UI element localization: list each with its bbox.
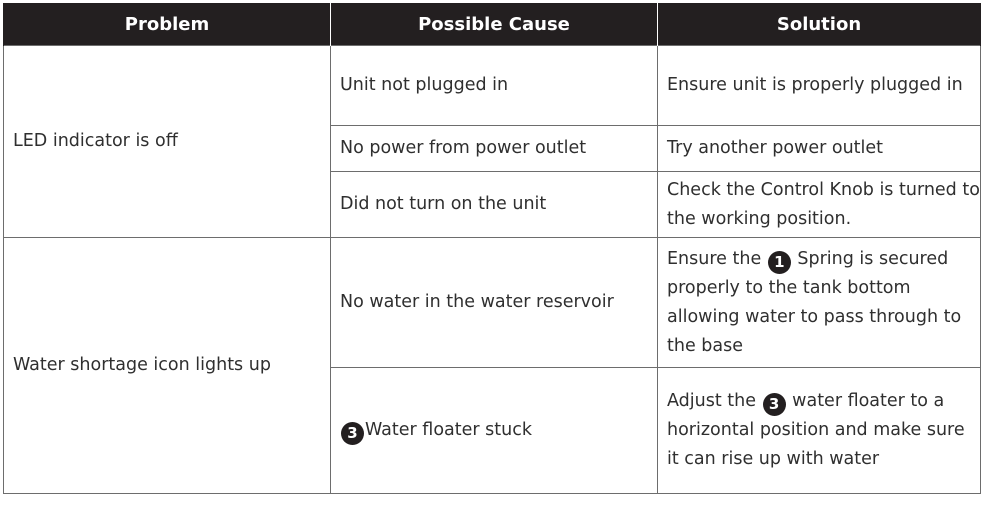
header-problem: Problem xyxy=(4,3,331,46)
problem-cell: Water shortage icon lights up xyxy=(4,238,331,494)
cause-text: Water floater stuck xyxy=(365,420,532,440)
solution-cell: Check the Control Knob is turned to the working position. xyxy=(658,172,981,238)
troubleshooting-table xyxy=(3,3,981,494)
part-number-3-icon: 3 xyxy=(341,422,364,445)
cause-cell: No power from power outlet xyxy=(331,126,658,172)
header-solution: Solution xyxy=(658,3,981,46)
part-number-3-icon: 3 xyxy=(763,393,786,416)
cause-cell: No water in the water reservoir xyxy=(331,238,658,368)
table-row xyxy=(4,46,981,126)
solution-cell xyxy=(658,368,981,494)
cause-cell xyxy=(331,368,658,494)
solution-cell: Ensure unit is properly plugged in xyxy=(658,46,981,126)
problem-cell: LED indicator is off xyxy=(4,46,331,238)
header-row xyxy=(4,3,981,46)
cause-cell: Did not turn on the unit xyxy=(331,172,658,238)
table-row xyxy=(4,238,981,368)
solution-cell: Try another power outlet xyxy=(658,126,981,172)
solution-text: Ensure the xyxy=(667,248,762,269)
cause-cell: Unit not plugged in xyxy=(331,46,658,126)
solution-text: Adjust the xyxy=(667,391,756,411)
header-possible-cause: Possible Cause xyxy=(331,3,658,46)
solution-cell xyxy=(658,238,981,368)
solution-text: water floater to a horizontal position and make sure it can rise up with water xyxy=(667,391,965,469)
part-number-1-icon: 1 xyxy=(768,251,791,274)
solution-text: Spring is secured properly to the tank bottom allowing water to pass through to the base xyxy=(667,248,962,356)
